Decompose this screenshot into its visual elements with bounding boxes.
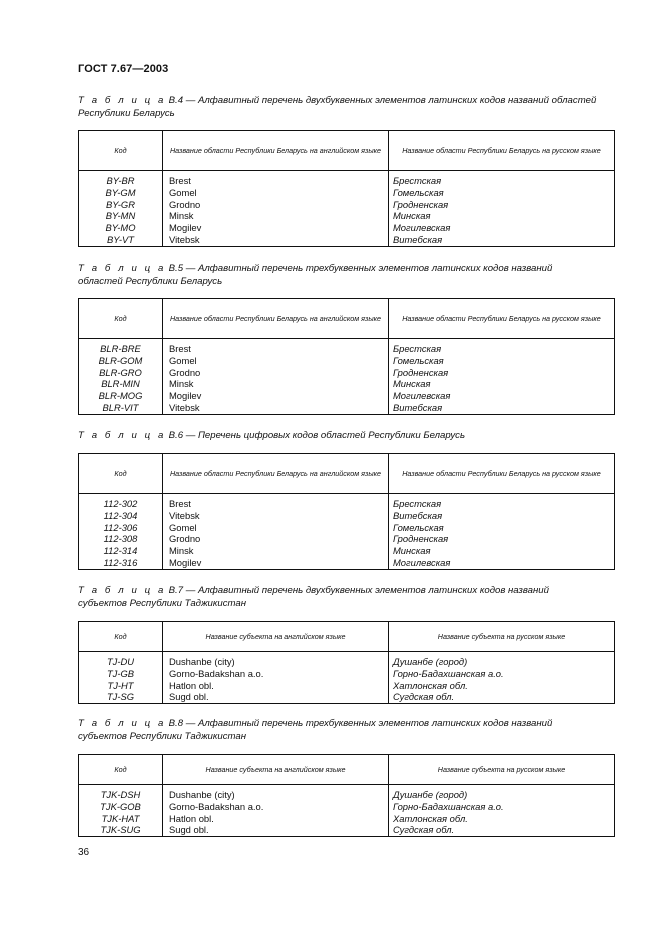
cell-code: 112-314 bbox=[103, 545, 138, 557]
en-name-column bbox=[163, 785, 389, 837]
cell-en-name: Grodno bbox=[169, 198, 201, 210]
cell-ru-name: Витебская bbox=[393, 509, 443, 521]
cell-code: 112-316 bbox=[103, 556, 138, 568]
cell-en-name: Hatlon obl. bbox=[169, 679, 214, 691]
cell-en-name: Minsk bbox=[169, 378, 194, 390]
code-column bbox=[79, 171, 163, 247]
cell-ru-name: Гомельская bbox=[393, 186, 444, 198]
header-en-name: Название области Республики Беларусь на английском языке bbox=[163, 454, 389, 494]
cell-ru-name: Хатлонская обл. bbox=[393, 812, 468, 824]
cell-ru-name: Могилевская bbox=[393, 222, 451, 234]
cell-code: TJ-SG bbox=[106, 691, 135, 703]
cell-en-name: Grodno bbox=[169, 533, 201, 545]
table-b5 bbox=[78, 298, 615, 415]
header-code: Код bbox=[79, 131, 163, 171]
caption-text: В.8 — Алфавитный перечень трехбуквенных элементов латинских кодов названий субъектов Республики Таджикистан bbox=[78, 718, 553, 742]
caption-text: В.7 — Алфавитный перечень двухбуквенных элементов латинских кодов названий субъектов Республики Таджикистан bbox=[78, 585, 549, 609]
cell-code: TJ-HT bbox=[107, 679, 134, 691]
caption-text: В.6 — Перечень цифровых кодов областей Республики Беларусь bbox=[168, 430, 465, 441]
header-code: Код bbox=[79, 299, 163, 339]
header-ru-name: Название области Республики Беларусь на русском языке bbox=[389, 131, 615, 171]
table-label: Т а б л и ц а bbox=[78, 718, 166, 729]
cell-ru-name: Душанбе (город) bbox=[393, 789, 468, 800]
cell-code: TJ-GB bbox=[106, 667, 135, 679]
cell-code: 112-304 bbox=[103, 509, 138, 521]
table-label: Т а б л и ц а bbox=[78, 263, 166, 274]
cell-ru-name: Гродненская bbox=[393, 533, 449, 545]
cell-code: BY-GR bbox=[106, 198, 135, 210]
header-code: Код bbox=[79, 622, 163, 652]
cell-code: TJK-DSH bbox=[100, 789, 141, 800]
cell-code: TJK-GOB bbox=[100, 800, 141, 812]
cell-en-name: Brest bbox=[169, 175, 191, 186]
cell-ru-name: Могилевская bbox=[393, 556, 451, 568]
cell-en-name: Brest bbox=[169, 343, 191, 354]
cell-code: BLR-BRE bbox=[100, 343, 141, 354]
cell-ru-name: Могилевская bbox=[393, 390, 451, 402]
cell-ru-name: Гродненская bbox=[393, 198, 449, 210]
cell-en-name: Sugd obl. bbox=[169, 691, 209, 703]
ru-name-column bbox=[389, 339, 615, 415]
table-label: Т а б л и ц а bbox=[78, 585, 166, 596]
table-b8 bbox=[78, 754, 615, 837]
header-ru-name: Название субъекта на русском языке bbox=[389, 622, 615, 652]
header-en-name: Название субъекта на английском языке bbox=[163, 622, 389, 652]
cell-ru-name: Витебская bbox=[393, 401, 443, 413]
code-column bbox=[79, 652, 163, 704]
cell-code: TJK-HAT bbox=[101, 812, 140, 824]
header-code: Код bbox=[79, 755, 163, 785]
cell-en-name: Vitebsk bbox=[169, 401, 200, 413]
cell-code: BY-MN bbox=[105, 210, 136, 222]
header-en-name: Название субъекта на английском языке bbox=[163, 755, 389, 785]
cell-code: TJ-DU bbox=[106, 656, 135, 667]
cell-en-name: Vitebsk bbox=[169, 509, 200, 521]
cell-en-name: Grodno bbox=[169, 366, 201, 378]
cell-ru-name: Хатлонская обл. bbox=[393, 679, 468, 691]
caption-text: В.4 — Алфавитный перечень двухбуквенных элементов латинских кодов названий областей Республики Беларусь bbox=[78, 95, 597, 119]
cell-en-name: Minsk bbox=[169, 545, 194, 557]
cell-en-name: Gorno-Badakshan a.o. bbox=[169, 800, 264, 812]
ru-name-column bbox=[389, 494, 615, 570]
table-caption-b6 bbox=[78, 429, 598, 442]
table-caption-b8 bbox=[78, 717, 598, 743]
en-name-column bbox=[163, 652, 389, 704]
cell-code: TJK-SUG bbox=[100, 824, 141, 836]
ru-name-column bbox=[389, 652, 615, 704]
cell-code: BY-VT bbox=[107, 233, 134, 245]
cell-ru-name: Витебская bbox=[393, 233, 443, 245]
cell-code: BY-MO bbox=[105, 222, 136, 234]
table-b6 bbox=[78, 453, 615, 570]
caption-text: В.5 — Алфавитный перечень трехбуквенных элементов латинских кодов названий областей Республики Беларусь bbox=[78, 263, 553, 287]
ru-name-column bbox=[389, 785, 615, 837]
cell-ru-name: Сугдская обл. bbox=[393, 691, 455, 703]
cell-ru-name: Гомельская bbox=[393, 521, 444, 533]
cell-code: BLR-MOG bbox=[98, 390, 143, 402]
cell-en-name: Mogilev bbox=[169, 222, 202, 234]
table-caption-b7 bbox=[78, 584, 598, 610]
cell-ru-name: Минская bbox=[393, 210, 431, 222]
cell-en-name: Mogilev bbox=[169, 556, 202, 568]
table-label: Т а б л и ц а bbox=[78, 95, 166, 106]
cell-en-name: Brest bbox=[169, 498, 191, 509]
cell-en-name: Dushanbe (city) bbox=[169, 656, 235, 667]
cell-code: BLR-GRO bbox=[99, 366, 142, 378]
cell-code: 112-308 bbox=[103, 533, 138, 545]
cell-code: BY-GM bbox=[105, 186, 136, 198]
cell-en-name: Gorno-Badakshan a.o. bbox=[169, 667, 264, 679]
cell-en-name: Gomel bbox=[169, 354, 197, 366]
cell-ru-name: Горно-Бадахшанская а.о. bbox=[393, 667, 504, 679]
cell-ru-name: Гомельская bbox=[393, 354, 444, 366]
header-code: Код bbox=[79, 454, 163, 494]
cell-en-name: Gomel bbox=[169, 186, 197, 198]
cell-en-name: Vitebsk bbox=[169, 233, 200, 245]
cell-en-name: Gomel bbox=[169, 521, 197, 533]
cell-en-name: Sugd obl. bbox=[169, 824, 209, 836]
table-b7 bbox=[78, 621, 615, 704]
header-en-name: Название области Республики Беларусь на английском языке bbox=[163, 299, 389, 339]
cell-code: BY-BR bbox=[106, 175, 135, 186]
cell-ru-name: Душанбе (город) bbox=[393, 656, 468, 667]
table-caption-b4 bbox=[78, 94, 598, 120]
cell-ru-name: Брестская bbox=[393, 343, 442, 354]
cell-ru-name: Минская bbox=[393, 545, 431, 557]
cell-ru-name: Горно-Бадахшанская а.о. bbox=[393, 800, 504, 812]
cell-en-name: Mogilev bbox=[169, 390, 202, 402]
table-b4 bbox=[78, 130, 615, 247]
table-caption-b5 bbox=[78, 262, 598, 288]
cell-ru-name: Сугдская обл. bbox=[393, 824, 455, 836]
header-en-name: Название области Республики Беларусь на английском языке bbox=[163, 131, 389, 171]
page-number: 36 bbox=[78, 847, 90, 858]
cell-ru-name: Брестская bbox=[393, 498, 442, 509]
cell-ru-name: Минская bbox=[393, 378, 431, 390]
cell-code: 112-306 bbox=[103, 521, 138, 533]
cell-ru-name: Брестская bbox=[393, 175, 442, 186]
cell-code: BLR-GOM bbox=[98, 354, 143, 366]
header-ru-name: Название субъекта на русском языке bbox=[389, 755, 615, 785]
ru-name-column bbox=[389, 171, 615, 247]
cell-en-name: Dushanbe (city) bbox=[169, 789, 235, 800]
header-ru-name: Название области Республики Беларусь на русском языке bbox=[389, 454, 615, 494]
cell-ru-name: Гродненская bbox=[393, 366, 449, 378]
cell-code: BLR-VIT bbox=[102, 401, 139, 413]
table-label: Т а б л и ц а bbox=[78, 430, 166, 441]
code-column bbox=[79, 785, 163, 837]
en-name-column bbox=[163, 339, 389, 415]
cell-code: 112-302 bbox=[103, 498, 138, 509]
en-name-column bbox=[163, 494, 389, 570]
code-column bbox=[79, 339, 163, 415]
cell-code: BLR-MIN bbox=[101, 378, 140, 390]
code-column bbox=[79, 494, 163, 570]
en-name-column bbox=[163, 171, 389, 247]
cell-en-name: Minsk bbox=[169, 210, 194, 222]
header-ru-name: Название области Республики Беларусь на русском языке bbox=[389, 299, 615, 339]
cell-en-name: Hatlon obl. bbox=[169, 812, 214, 824]
document-header: ГОСТ 7.67—2003 bbox=[78, 63, 169, 75]
